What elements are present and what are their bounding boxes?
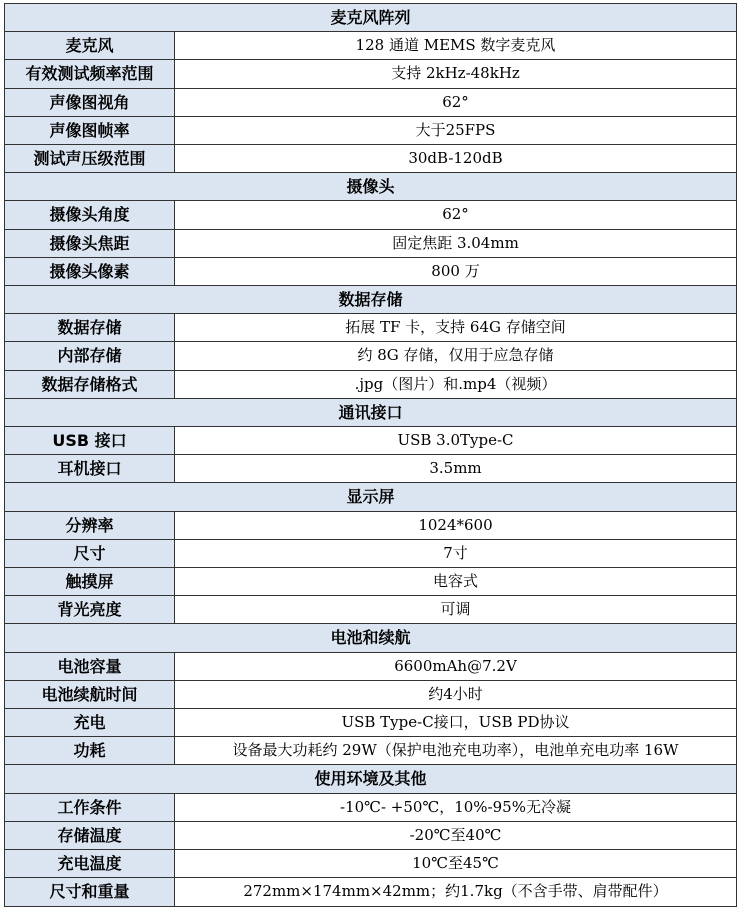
spec-value: 3.5mm [175,455,737,483]
spec-value: 6600mAh@7.2V [175,652,737,680]
spec-label: 背光亮度 [5,596,175,624]
spec-row [5,427,737,455]
spec-table [4,3,737,907]
spec-label: 测试声压级范围 [5,145,175,173]
spec-value: USB Type-C接口，USB PD协议 [175,709,737,737]
spec-label: 有效测试频率范围 [5,60,175,88]
section-header-row [5,624,737,652]
spec-value: USB 3.0Type-C [175,427,737,455]
spec-row [5,370,737,398]
section-title: 通讯接口 [5,398,737,426]
spec-row [5,229,737,257]
spec-row [5,737,737,765]
spec-row [5,314,737,342]
spec-value: 7寸 [175,539,737,567]
spec-row [5,511,737,539]
spec-label: 声像图帧率 [5,116,175,144]
spec-row [5,680,737,708]
spec-label: 工作条件 [5,793,175,821]
spec-value: 约 8G 存储，仅用于应急存储 [175,342,737,370]
spec-row [5,257,737,285]
section-header-row [5,173,737,201]
spec-row [5,201,737,229]
spec-value: 设备最大功耗约 29W（保护电池充电功率），电池单充电功率 16W [175,737,737,765]
spec-label: 电池容量 [5,652,175,680]
spec-label: 尺寸和重量 [5,878,175,906]
spec-row [5,709,737,737]
spec-value: 可调 [175,596,737,624]
spec-row [5,455,737,483]
spec-value: 62° [175,88,737,116]
spec-row [5,539,737,567]
spec-label: 存储温度 [5,821,175,849]
section-title: 电池和续航 [5,624,737,652]
spec-row [5,88,737,116]
spec-row [5,596,737,624]
spec-value: 约4小时 [175,680,737,708]
spec-value: 大于25FPS [175,116,737,144]
spec-value: 62° [175,201,737,229]
spec-value: 拓展 TF 卡，支持 64G 存储空间 [175,314,737,342]
section-title: 麦克风阵列 [5,4,737,32]
spec-table-body [5,4,737,907]
spec-value: 800 万 [175,257,737,285]
spec-row [5,878,737,906]
spec-value: .jpg（图片）和.mp4（视频） [175,370,737,398]
spec-value: -20℃至40℃ [175,821,737,849]
spec-row [5,850,737,878]
spec-label: 功耗 [5,737,175,765]
spec-value: 128 通道 MEMS 数字麦克风 [175,32,737,60]
spec-row [5,145,737,173]
section-header-row [5,4,737,32]
spec-value: 30dB-120dB [175,145,737,173]
spec-label: 摄像头焦距 [5,229,175,257]
spec-value: 支持 2kHz-48kHz [175,60,737,88]
spec-label: 声像图视角 [5,88,175,116]
spec-row [5,32,737,60]
section-title: 数据存储 [5,286,737,314]
spec-row [5,116,737,144]
spec-value: -10℃- +50℃，10%-95%无冷凝 [175,793,737,821]
spec-row [5,568,737,596]
spec-label: 数据存储格式 [5,370,175,398]
spec-label: USB 接口 [5,427,175,455]
spec-value: 1024*600 [175,511,737,539]
spec-value: 272mm×174mm×42mm；约1.7kg（不含手带、肩带配件） [175,878,737,906]
section-header-row [5,765,737,793]
spec-label: 充电温度 [5,850,175,878]
spec-label: 摄像头角度 [5,201,175,229]
spec-row [5,342,737,370]
spec-label: 耳机接口 [5,455,175,483]
spec-label: 摄像头像素 [5,257,175,285]
spec-label: 触摸屏 [5,568,175,596]
section-title: 使用环境及其他 [5,765,737,793]
spec-label: 尺寸 [5,539,175,567]
spec-row [5,652,737,680]
spec-label: 分辨率 [5,511,175,539]
spec-label: 内部存储 [5,342,175,370]
section-header-row [5,286,737,314]
spec-row [5,821,737,849]
spec-value: 固定焦距 3.04mm [175,229,737,257]
spec-value: 电容式 [175,568,737,596]
section-title: 显示屏 [5,483,737,511]
spec-value: 10℃至45℃ [175,850,737,878]
spec-row [5,60,737,88]
spec-label: 充电 [5,709,175,737]
section-header-row [5,483,737,511]
spec-label: 电池续航时间 [5,680,175,708]
spec-label: 麦克风 [5,32,175,60]
section-header-row [5,398,737,426]
section-title: 摄像头 [5,173,737,201]
spec-row [5,793,737,821]
spec-label: 数据存储 [5,314,175,342]
